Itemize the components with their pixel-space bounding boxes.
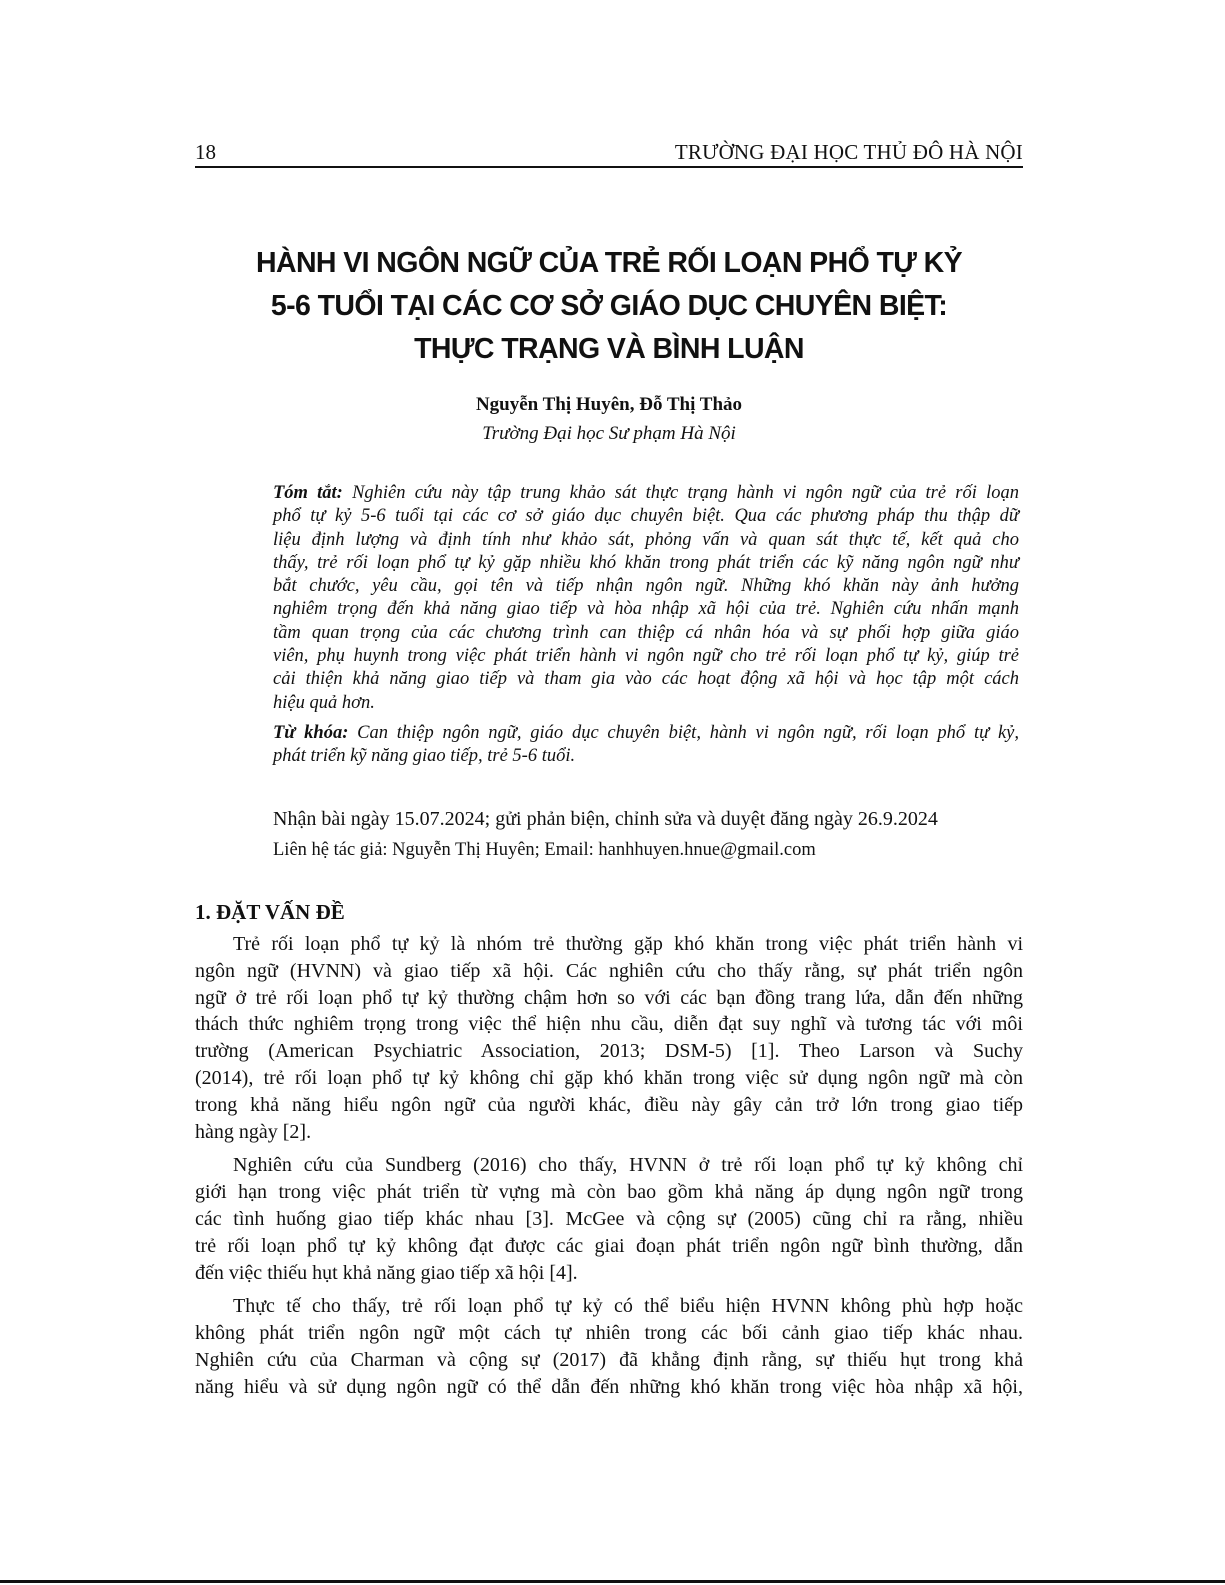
keywords: [273, 722, 1019, 769]
abstract-line: viên, phụ huynh trong việc phát triển hành vi ngôn ngữ cho trẻ rối loạn phổ tự kỷ, giúp trẻ: [273, 646, 1019, 667]
abstract-line: nghiêm trọng đến khả năng giao tiếp và hòa nhập xã hội của trẻ. Nghiên cứu nhấn mạnh: [273, 599, 1019, 620]
author-list: Nguyễn Thị Huyên, Đỗ Thị Thảo: [475, 394, 743, 415]
abstract: [273, 482, 1019, 715]
abstract-line: hiệu quả hơn.: [273, 692, 375, 713]
body-line: hàng ngày [2].: [195, 1120, 312, 1143]
body-line: trường (American Psychiatric Association, 2013; DSM-5) [1]. Theo Larson và Suchy: [195, 1040, 1023, 1063]
body-line: Nghiên cứu của Charman và cộng sự (2017) đã khẳng định rằng, sự thiếu hụt trong khả: [195, 1348, 1023, 1371]
body-line: Nghiên cứu của Sundberg (2016) cho thấy, HVNN ở trẻ rối loạn phổ tự kỷ không chỉ: [233, 1154, 1023, 1177]
keywords-line: phát triển kỹ năng giao tiếp, trẻ 5-6 tuổi.: [273, 746, 576, 767]
journal-name: TRƯỜNG ĐẠI HỌC THỦ ĐÔ HÀ NỘI: [674, 140, 1023, 164]
author-affiliation: Trường Đại học Sư phạm Hà Nội: [482, 423, 736, 444]
author-contact: Liên hệ tác giả: Nguyễn Thị Huyên; Email: hanhhuyen.hnue@gmail.com: [273, 840, 816, 860]
body-line: trẻ rối loạn phổ tự kỷ không đạt được các giai đoạn phát triển ngôn ngữ bình thường, dẫn: [195, 1234, 1023, 1257]
keywords-line: Từ khóa: Can thiệp ngôn ngữ, giáo dục chuyên biệt, hành vi ngôn ngữ, rối loạn phổ tự kỷ,: [273, 723, 1019, 743]
abstract-label: Tóm tắt:: [273, 483, 343, 503]
title-line: THỰC TRẠNG VÀ BÌNH LUẬN: [414, 333, 804, 365]
body-line: năng hiểu và sử dụng ngôn ngữ có thể dẫn đến những khó khăn trong việc hòa nhập xã hội,: [195, 1375, 1023, 1398]
article-title: [195, 242, 1023, 371]
abstract-line: thấy, trẻ rối loạn phổ tự kỷ gặp nhiều khó khăn trong phát triển các kỹ năng ngôn ngữ như: [273, 552, 1019, 573]
paragraph: [195, 1152, 1023, 1286]
received-dates: Nhận bài ngày 15.07.2024; gửi phản biện, chỉnh sửa và duyệt đăng ngày 26.9.2024: [273, 808, 938, 830]
abstract-line: phổ tự kỷ 5-6 tuổi tại các cơ sở giáo dục chuyên biệt. Qua các phương pháp thu thập dữ: [273, 506, 1019, 527]
title-line: 5-6 TUỔI TẠI CÁC CƠ SỞ GIÁO DỤC CHUYÊN BIỆT:: [270, 290, 948, 322]
body-line: Thực tế cho thấy, trẻ rối loạn phổ tự kỷ có thể biểu hiện HVNN không phù hợp hoặc: [233, 1295, 1023, 1318]
abstract-line: bắt chước, yêu cầu, gọi tên và tiếp nhận ngôn ngữ. Những khó khăn này ảnh hưởng: [273, 576, 1019, 597]
body-line: đến việc thiếu hụt khả năng giao tiếp xã hội [4].: [195, 1261, 578, 1284]
body-line: Trẻ rối loạn phổ tự kỷ là nhóm trẻ thường gặp khó khăn trong việc phát triển hành vi: [233, 933, 1023, 955]
page-number: 18: [195, 140, 216, 164]
paragraph: [195, 1293, 1023, 1400]
keywords-label: Từ khóa:: [273, 723, 349, 743]
body-line: giới hạn trong việc phát triển từ vựng mà còn bao gồm khả năng áp dụng ngôn ngữ trong: [195, 1181, 1023, 1204]
abstract-line: liệu định lượng và định tính như khảo sát, phỏng vấn và quan sát thực tế, kết quả cho: [273, 529, 1019, 550]
body-line: ngôn ngữ (HVNN) và giao tiếp xã hội. Các nghiên cứu cho thấy rằng, sự phát triển ngôn: [195, 959, 1023, 982]
body-line: các tình huống giao tiếp khác nhau [3]. McGee và cộng sự (2005) cũng chỉ ra rằng, nhiều: [195, 1207, 1023, 1230]
paragraph: [195, 931, 1023, 1145]
section-body: [195, 931, 1023, 1408]
abstract-line: tầm quan trọng của các chương trình can thiệp cá nhân hóa và sự phối hợp giữa giáo: [273, 622, 1019, 643]
section-heading: 1. ĐẶT VẤN ĐỀ: [195, 900, 345, 924]
title-line: HÀNH VI NGÔN NGỮ CỦA TRẺ RỐI LOẠN PHỔ TỰ KỶ: [255, 247, 963, 279]
running-header: [195, 140, 1023, 168]
body-line: ngữ ở trẻ rối loạn phổ tự kỷ thường chậm hơn so với các bạn đồng trang lứa, dẫn đến những: [195, 986, 1023, 1009]
body-line: thách thức nghiêm trọng trong việc thể hiện nhu cầu, diễn đạt suy nghĩ và tương tác với môi: [195, 1013, 1023, 1036]
body-line: (2014), trẻ rối loạn phổ tự kỷ không chỉ gặp khó khăn trong việc sử dụng ngôn ngữ mà còn: [195, 1066, 1023, 1089]
abstract-line: Tóm tắt: Nghiên cứu này tập trung khảo sát thực trạng hành vi ngôn ngữ của trẻ rối loạn: [273, 483, 1019, 503]
body-line: trong khả năng hiểu ngôn ngữ của người khác, điều này gây cản trở lớn trong giao tiếp: [195, 1093, 1023, 1116]
page-bottom-rule: [0, 1580, 1225, 1583]
abstract-line: cải thiện khả năng giao tiếp và tham gia vào các hoạt động xã hội và học tập một cách: [273, 669, 1019, 690]
body-line: không phát triển ngôn ngữ một cách tự nhiên trong các bối cảnh giao tiếp khác nhau.: [195, 1322, 1023, 1345]
